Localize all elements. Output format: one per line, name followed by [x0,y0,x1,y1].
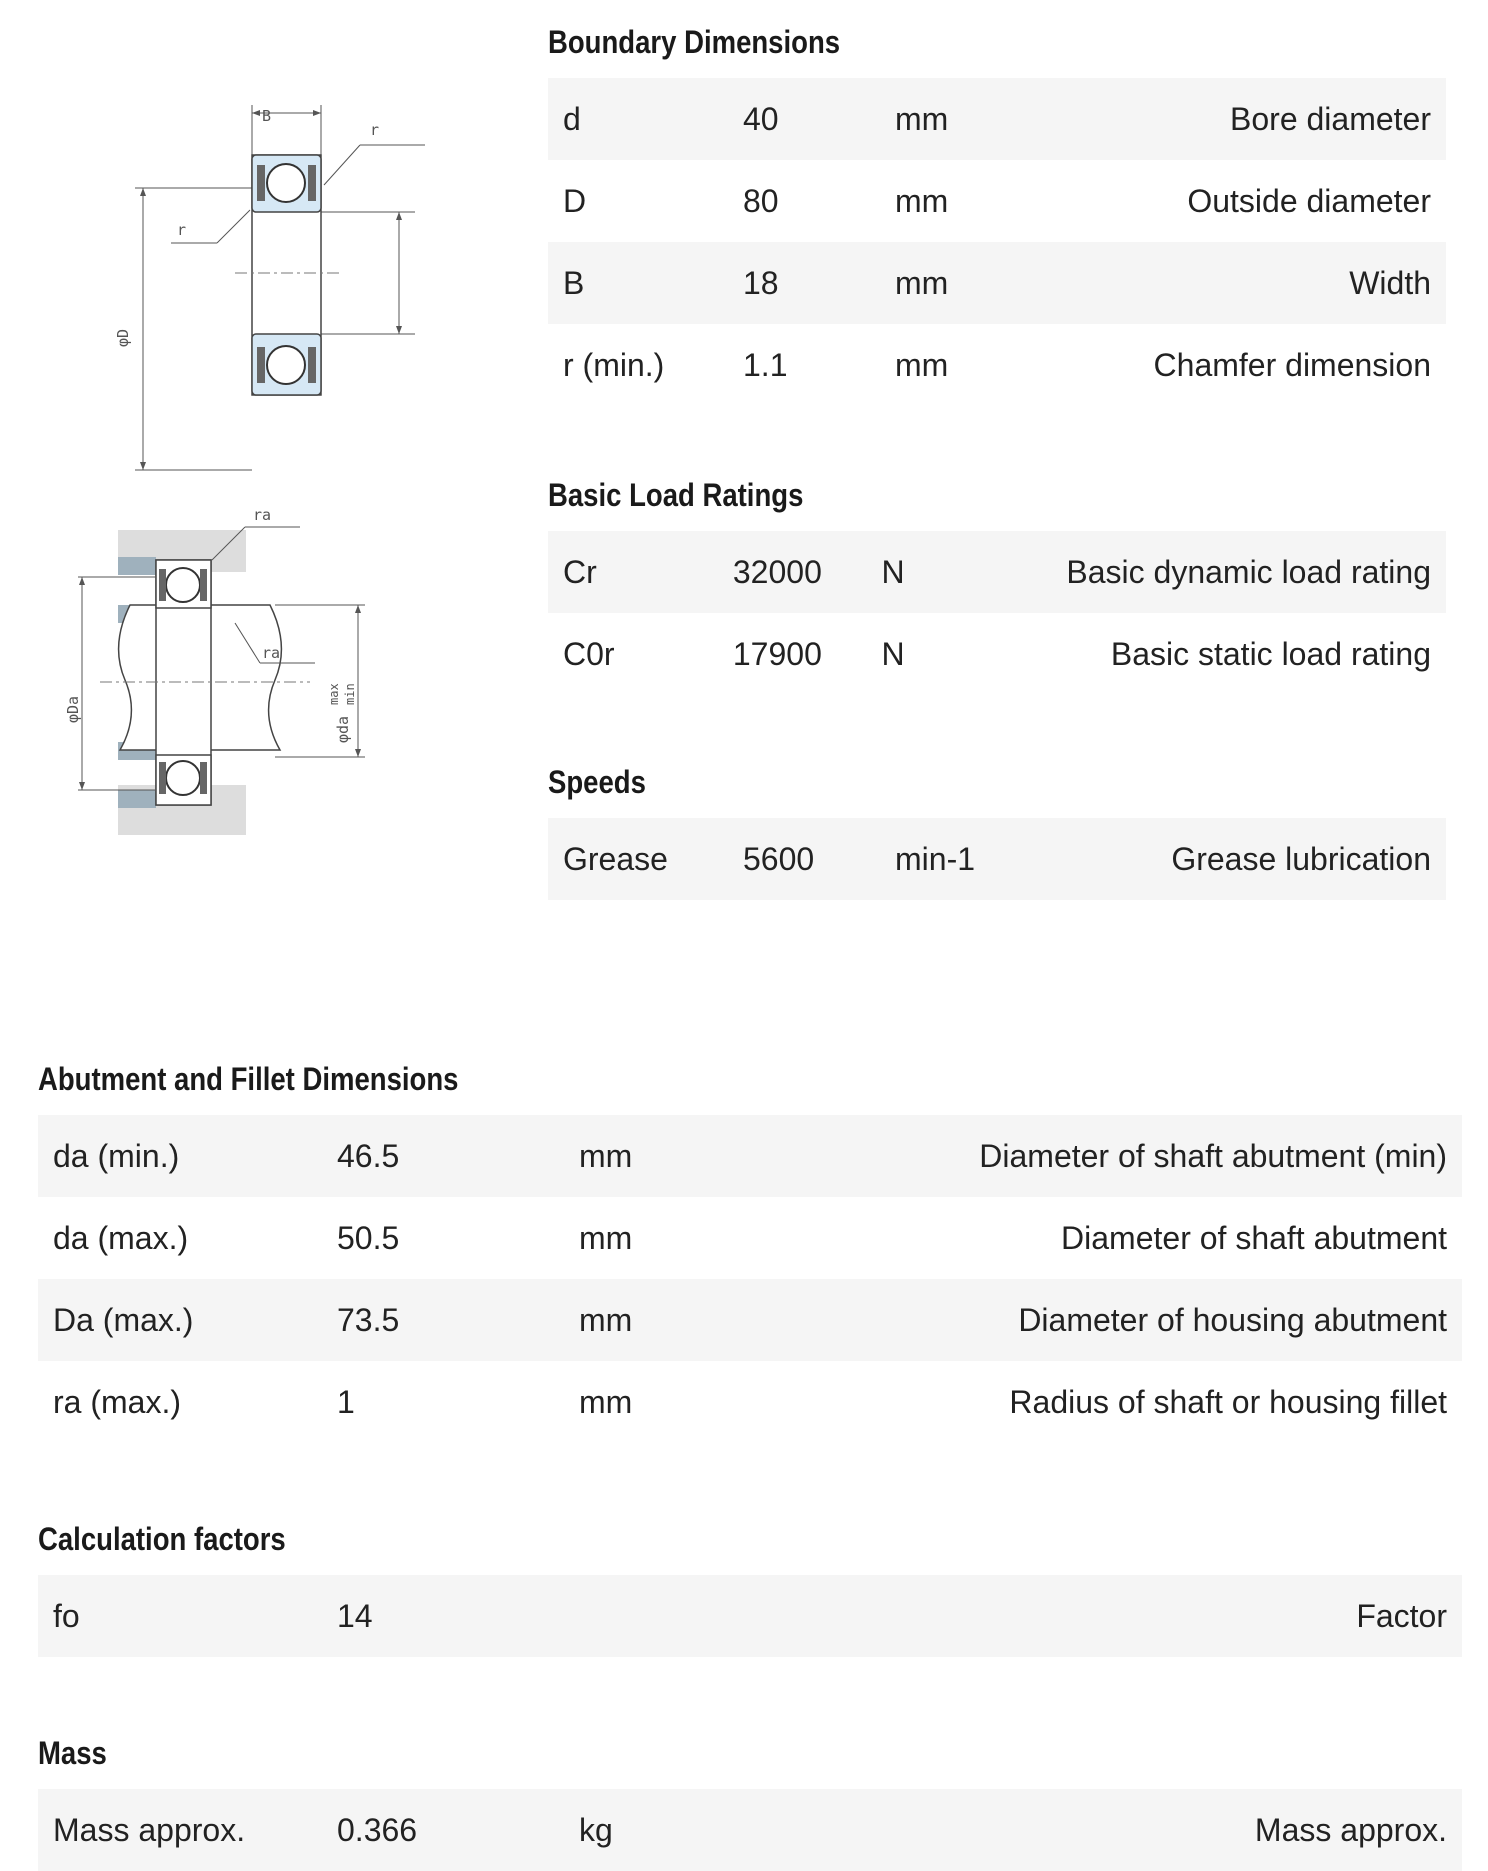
table-row [548,242,1446,324]
description-cell: Chamfer dimension [1153,346,1431,383]
unit-cell: N [881,635,905,672]
symbol-cell: ra (max.) [53,1383,181,1420]
description-cell: Radius of shaft or housing fillet [1009,1383,1447,1420]
housing-diameter-label: φDa [64,695,82,723]
description-cell: Grease lubrication [1171,840,1431,877]
boundary-dimensions-section [548,22,1446,406]
unit-cell: mm [895,100,949,137]
symbol-cell: B [563,264,585,301]
symbol-cell: D [563,182,587,219]
unit-cell: mm [895,182,949,219]
value-cell: 40 [743,100,779,137]
width-label: B [262,107,272,125]
load-ratings-section [548,475,1446,695]
description-cell: Basic static load rating [1110,635,1431,672]
section-title: Boundary Dimensions [548,24,841,60]
unit-cell: mm [895,264,949,301]
description-cell: Bore diameter [1230,100,1431,137]
description-cell: Diameter of shaft abutment (min) [979,1137,1447,1174]
symbol-cell: fo [53,1597,80,1634]
description-cell: Mass approx. [1254,1811,1447,1848]
section-title: Mass [38,1735,107,1771]
value-cell: 1.1 [743,346,788,383]
description-cell: Width [1349,264,1431,301]
shaft-diameter-label: φda [334,715,352,743]
shaft-diameter-max-label: max [327,683,341,705]
symbol-cell: da (max.) [53,1219,189,1256]
table-row [38,1115,1462,1197]
description-cell: Factor [1356,1597,1447,1634]
table-row [38,1789,1462,1871]
shaft-diameter-min-label: min [343,683,357,705]
symbol-cell: r (min.) [563,346,665,383]
symbol-cell: Da (max.) [53,1301,194,1338]
value-cell: 50.5 [337,1219,400,1256]
description-cell: Diameter of housing abutment [1018,1301,1447,1338]
speeds-section [548,762,1446,900]
mass-section [38,1733,1462,1871]
value-cell: 80 [743,182,779,219]
value-cell: 1 [337,1383,355,1420]
chamfer-side-label: r [177,221,187,239]
table-row [548,531,1446,613]
unit-cell: mm [579,1137,633,1174]
table-row [38,1197,1462,1279]
outer-diameter-label: φD [114,328,132,347]
symbol-cell: Grease [563,840,668,877]
unit-cell: mm [579,1219,633,1256]
unit-cell: N [881,553,905,590]
symbol-cell: C0r [563,635,615,672]
table-row [38,1361,1462,1443]
value-cell: 73.5 [337,1301,400,1338]
description-cell: Basic dynamic load rating [1066,553,1431,590]
section-title: Speeds [548,764,646,800]
value-cell: 0.366 [337,1811,418,1848]
fillet-top-label: ra [253,506,272,524]
calculation-factors-section [38,1519,1462,1657]
symbol-cell: Cr [563,553,597,590]
table-row [548,160,1446,242]
table-row [38,1575,1462,1657]
value-cell: 46.5 [337,1137,400,1174]
unit-cell: min-1 [895,840,976,877]
value-cell: 32000 [732,553,822,590]
section-title: Abutment and Fillet Dimensions [38,1061,459,1097]
table-row [548,78,1446,160]
description-cell: Outside diameter [1187,182,1431,219]
abutment-fillet-section [38,1059,1462,1443]
table-row [548,613,1446,695]
mounting-diagram [60,505,400,845]
value-cell: 14 [337,1597,373,1634]
unit-cell: kg [579,1811,613,1848]
description-cell: Diameter of shaft abutment [1061,1219,1447,1256]
chamfer-top-label: r [370,121,380,139]
symbol-cell: da (min.) [53,1137,180,1174]
value-cell: 17900 [732,635,822,672]
bearing-section-diagram [95,85,435,485]
unit-cell [564,1575,864,1657]
value-cell: 5600 [743,840,815,877]
fillet-shaft-label: ra [262,644,281,662]
value-cell: 18 [743,264,779,301]
table-row [548,324,1446,406]
unit-cell: mm [579,1301,633,1338]
section-title: Basic Load Ratings [548,477,804,513]
unit-cell: mm [895,346,949,383]
table-row [38,1279,1462,1361]
symbol-cell: d [563,100,581,137]
section-title: Calculation factors [38,1521,286,1557]
table-row [548,818,1446,900]
unit-cell: mm [579,1383,633,1420]
symbol-cell: Mass approx. [53,1811,246,1848]
